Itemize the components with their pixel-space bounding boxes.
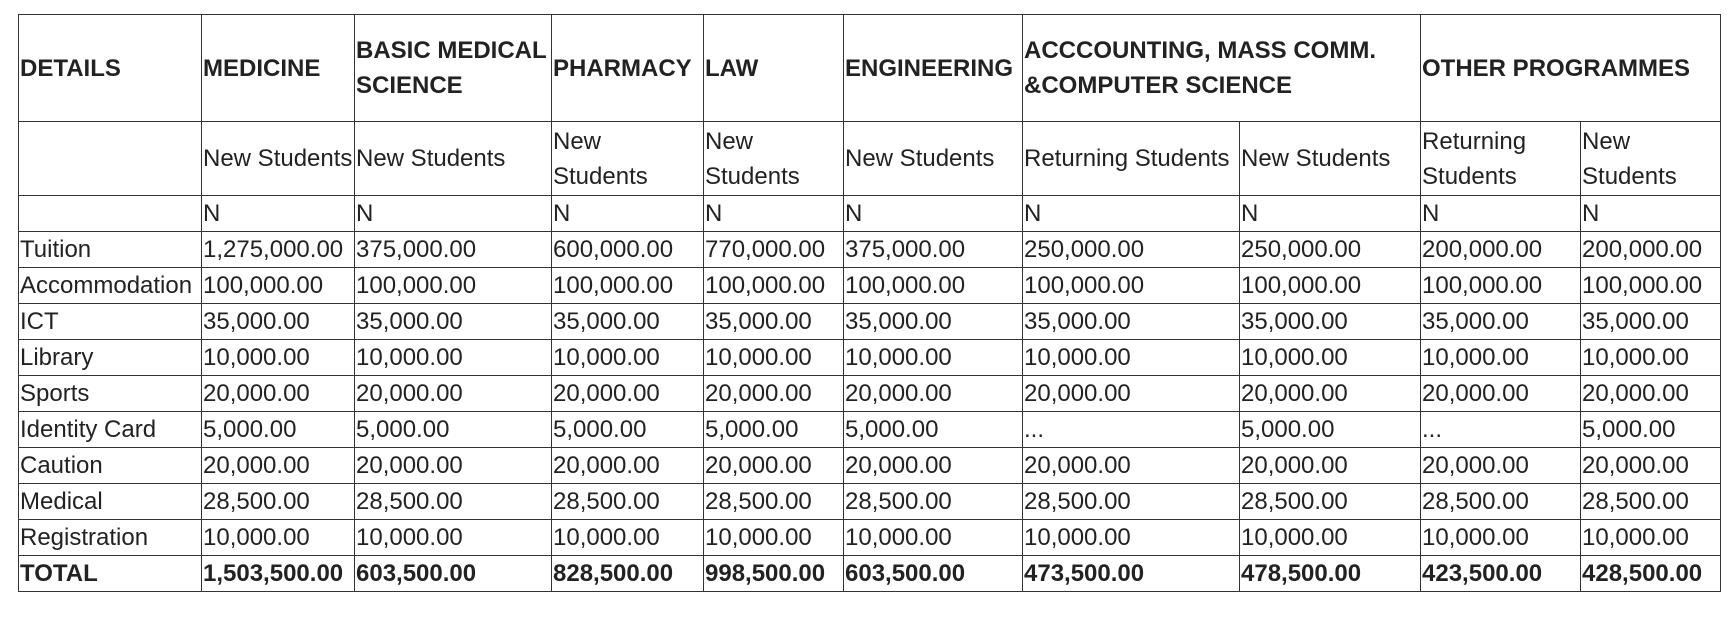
row-label: Tuition [19,232,202,268]
row-label: Medical [19,484,202,520]
fee-cell: 10,000.00 [1581,520,1721,556]
table-row-tuition [19,232,1721,268]
fee-cell: 5,000.00 [1581,412,1721,448]
fee-cell: 200,000.00 [1421,232,1581,268]
fee-cell: 35,000.00 [1581,304,1721,340]
fee-cell: 28,500.00 [202,484,355,520]
table-row-medical [19,484,1721,520]
fee-cell: 100,000.00 [704,268,844,304]
total-cell: 828,500.00 [552,556,704,592]
table-row-registration [19,520,1721,556]
fee-cell: 35,000.00 [355,304,552,340]
sub-header-cell: Returning Students [1023,122,1240,196]
fee-cell: 200,000.00 [1581,232,1721,268]
row-label: ICT [19,304,202,340]
row-label: Library [19,340,202,376]
fee-cell: 10,000.00 [355,340,552,376]
total-cell: 473,500.00 [1023,556,1240,592]
fee-cell: 10,000.00 [704,520,844,556]
fee-cell: 28,500.00 [355,484,552,520]
total-cell: 998,500.00 [704,556,844,592]
fee-cell: 20,000.00 [1240,376,1421,412]
table-row-sports [19,376,1721,412]
sub-header-row [19,122,1721,196]
fee-cell: 20,000.00 [552,448,704,484]
table-row-total [19,556,1721,592]
currency-cell [19,196,202,232]
fee-cell: 20,000.00 [1023,448,1240,484]
fee-cell: 20,000.00 [704,376,844,412]
total-label: TOTAL [19,556,202,592]
sub-header-cell: New Students [202,122,355,196]
fee-cell: 10,000.00 [1023,520,1240,556]
fee-cell: 10,000.00 [552,340,704,376]
currency-row [19,196,1721,232]
total-cell: 1,503,500.00 [202,556,355,592]
fee-cell: 28,500.00 [552,484,704,520]
fee-cell: 375,000.00 [844,232,1023,268]
fee-cell: 10,000.00 [1023,340,1240,376]
header-details: DETAILS [19,15,202,122]
fee-cell: 5,000.00 [202,412,355,448]
fee-cell: 20,000.00 [1023,376,1240,412]
fee-cell: 5,000.00 [355,412,552,448]
sub-header-cell: New Students [355,122,552,196]
header-basic-medical-science: BASIC MEDICAL SCIENCE [355,15,552,122]
fee-cell: 20,000.00 [355,448,552,484]
fee-cell: ... [1421,412,1581,448]
sub-header-cell: New Students [844,122,1023,196]
fee-cell: 28,500.00 [1023,484,1240,520]
fee-cell: 20,000.00 [1240,448,1421,484]
fee-cell: 20,000.00 [202,448,355,484]
fees-table [18,14,1721,592]
fee-cell: 20,000.00 [1421,376,1581,412]
fees-table-container [18,14,1734,592]
fee-cell: 250,000.00 [1240,232,1421,268]
fee-cell: 10,000.00 [1240,340,1421,376]
fee-cell: 20,000.00 [844,376,1023,412]
fee-cell: 10,000.00 [202,520,355,556]
table-row-library [19,340,1721,376]
header-accounting-masscomm-cs: ACCCOUNTING, MASS COMM. &COMPUTER SCIENCE [1023,15,1421,122]
fee-cell: 10,000.00 [1240,520,1421,556]
fee-cell: 20,000.00 [1581,376,1721,412]
fee-cell: 10,000.00 [1421,340,1581,376]
fee-cell: 10,000.00 [355,520,552,556]
total-cell: 603,500.00 [844,556,1023,592]
total-cell: 423,500.00 [1421,556,1581,592]
group-header-row [19,15,1721,122]
fee-cell: 250,000.00 [1023,232,1240,268]
currency-cell: N [704,196,844,232]
fee-cell: 20,000.00 [202,376,355,412]
fee-cell: 5,000.00 [1240,412,1421,448]
fee-cell: 10,000.00 [844,520,1023,556]
fee-cell: 35,000.00 [552,304,704,340]
fee-cell: 100,000.00 [1421,268,1581,304]
fee-cell: 20,000.00 [1421,448,1581,484]
fee-cell: 100,000.00 [1581,268,1721,304]
fee-cell: 10,000.00 [202,340,355,376]
fee-cell: 28,500.00 [1581,484,1721,520]
total-cell: 603,500.00 [355,556,552,592]
fee-cell: 100,000.00 [1023,268,1240,304]
fee-cell: 28,500.00 [1240,484,1421,520]
sub-header-cell: New Students [704,122,844,196]
currency-cell: N [202,196,355,232]
table-row-ict [19,304,1721,340]
row-label: Caution [19,448,202,484]
fee-cell: 20,000.00 [704,448,844,484]
fee-cell: 600,000.00 [552,232,704,268]
row-label: Registration [19,520,202,556]
fee-cell: 35,000.00 [1421,304,1581,340]
fee-cell: 28,500.00 [1421,484,1581,520]
sub-header-cell: Returning Students [1421,122,1581,196]
header-medicine: MEDICINE [202,15,355,122]
fee-cell: 10,000.00 [1421,520,1581,556]
fee-cell: 1,275,000.00 [202,232,355,268]
fee-cell: 28,500.00 [704,484,844,520]
currency-cell: N [844,196,1023,232]
row-label: Identity Card [19,412,202,448]
fee-cell: 20,000.00 [844,448,1023,484]
fee-cell: 35,000.00 [844,304,1023,340]
currency-cell: N [1581,196,1721,232]
fee-cell: 35,000.00 [202,304,355,340]
fee-cell: 100,000.00 [844,268,1023,304]
fee-cell: 20,000.00 [552,376,704,412]
fee-cell: ... [1023,412,1240,448]
fee-cell: 10,000.00 [1581,340,1721,376]
fee-cell: 100,000.00 [202,268,355,304]
fee-cell: 20,000.00 [355,376,552,412]
header-law: LAW [704,15,844,122]
header-engineering: ENGINEERING [844,15,1023,122]
header-other-programmes: OTHER PROGRAMMES [1421,15,1721,122]
fee-cell: 5,000.00 [844,412,1023,448]
fee-cell: 770,000.00 [704,232,844,268]
header-pharmacy: PHARMACY [552,15,704,122]
table-row-caution [19,448,1721,484]
fee-cell: 100,000.00 [1240,268,1421,304]
fee-cell: 35,000.00 [704,304,844,340]
currency-cell: N [1023,196,1240,232]
fee-cell: 5,000.00 [552,412,704,448]
table-row-identity-card [19,412,1721,448]
row-label: Sports [19,376,202,412]
fee-cell: 375,000.00 [355,232,552,268]
currency-cell: N [1421,196,1581,232]
fee-cell: 10,000.00 [844,340,1023,376]
total-cell: 428,500.00 [1581,556,1721,592]
sub-header-cell [19,122,202,196]
total-cell: 478,500.00 [1240,556,1421,592]
fee-cell: 35,000.00 [1023,304,1240,340]
fee-cell: 100,000.00 [355,268,552,304]
fee-cell: 10,000.00 [552,520,704,556]
table-row-accommodation [19,268,1721,304]
fee-cell: 28,500.00 [844,484,1023,520]
currency-cell: N [355,196,552,232]
fee-cell: 35,000.00 [1240,304,1421,340]
fee-cell: 20,000.00 [1581,448,1721,484]
fee-cell: 100,000.00 [552,268,704,304]
fee-cell: 10,000.00 [704,340,844,376]
sub-header-cell: New Students [552,122,704,196]
currency-cell: N [1240,196,1421,232]
currency-cell: N [552,196,704,232]
sub-header-cell: New Students [1581,122,1721,196]
row-label: Accommodation [19,268,202,304]
fee-cell: 5,000.00 [704,412,844,448]
sub-header-cell: New Students [1240,122,1421,196]
